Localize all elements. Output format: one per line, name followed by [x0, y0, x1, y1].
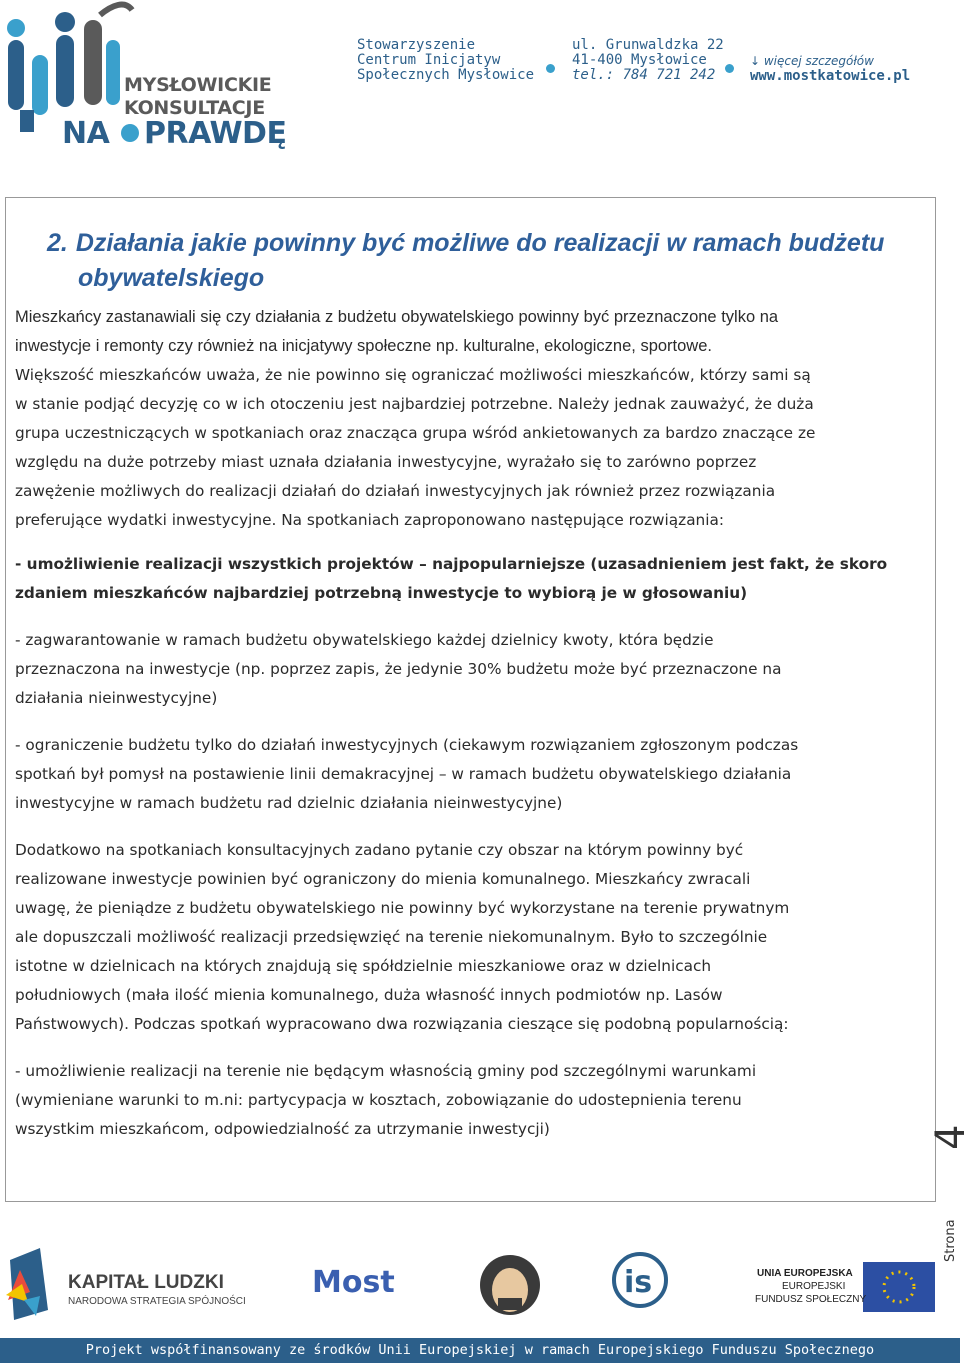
cofinancing-bar: Projekt współfinansowany ze środków Unii Europejskiej w ramach Europejskiego Funduszu Społecznego — [0, 1338, 960, 1363]
header-address-street: ul. Grunwaldzka 22 — [572, 37, 724, 53]
paragraph-line: ale dopuszczali możliwość realizacji przedsięwzięć na terenie niekomunalnym. Było to szczególnie — [15, 928, 768, 946]
paragraph-line: zdaniem mieszkańców najbardziej potrzebną inwestycje to wybiorą je w głosowaniu) — [15, 584, 748, 602]
eu-flag-icon — [863, 1262, 935, 1312]
paragraph-line: Większość mieszkańców uważa, że nie powinno się ograniczać możliwości mieszkańców, którzy sami są — [15, 366, 811, 384]
svg-text:Most: Most — [312, 1265, 395, 1300]
paragraph-line: - zagwarantowanie w ramach budżetu obywatelskiego każdej dzielnicy kwoty, która będzie — [15, 631, 714, 649]
header-org-line: Stowarzyszenie — [357, 37, 476, 53]
paragraph-line: (wymieniane warunki to m.ni: partycypacja w kosztach, zobowiązanie do udostepnienia terenu — [15, 1091, 742, 1109]
person-illustration-icon — [480, 1255, 540, 1315]
paragraph-line: działania nieinwestycyjne) — [15, 689, 218, 707]
more-details-link[interactable]: ↓ więcej szczegółów — [750, 54, 874, 68]
section-heading-line2: obywatelskiego — [78, 264, 265, 292]
website-link[interactable]: www.mostkatowice.pl — [750, 68, 911, 84]
paragraph-line: grupa uczestniczących w spotkaniach oraz znacząca grupa wśród ankietowanych za bardzo znaczące ze — [15, 424, 816, 442]
section-heading — [47, 226, 907, 296]
paragraph-line: względu na duże potrzeby miast uznała działania inwestycyjne, wyrażało się to zarówno poprzez — [15, 453, 757, 471]
logo-dot-icon — [121, 124, 139, 142]
paragraph-line: - umożliwienie realizacji wszystkich projektów – najpopularniejsze (uzasadnieniem jest fakt, że skoro — [15, 555, 888, 573]
paragraph-line: - ograniczenie budżetu tylko do działań inwestycyjnych (ciekawym rozwiązaniem zgłoszonym podczas — [15, 736, 799, 754]
logo-line-myslowickie: MYSŁOWICKIE — [124, 74, 272, 96]
kapital-ludzki-logo-icon — [6, 1248, 48, 1320]
section-number: 2. — [47, 229, 68, 257]
paragraph-line: Dodatkowo na spotkaniach konsultacyjnych zadano pytanie czy obszar na którym powinny być — [15, 841, 744, 859]
paragraph-line: preferujące wydatki inwestycyjne. Na spotkaniach zaproponowano następujące rozwiązania: — [15, 511, 725, 529]
paragraph-line: inwestycyjne w ramach budżetu rad dzielnic działania nieinwestycyjne) — [15, 794, 563, 812]
paragraph-line: - umożliwienie realizacji na terenie nie będącym własnością gminy pod szczególnymi warunkami — [15, 1062, 757, 1080]
paragraph-area-question — [15, 836, 895, 1039]
most-logo-icon — [312, 1265, 395, 1300]
paragraph-line: w stanie podjąć decyzję co w ich otoczeniu jest najbardziej potrzebne. Należy jednak zauważyć, że duża — [15, 395, 814, 413]
logo-line-prawde: PRAWDĘ — [144, 116, 287, 151]
paragraph-option-limit — [15, 731, 895, 818]
kapital-ludzki-title: KAPITAŁ LUDZKI — [68, 1272, 224, 1293]
page-label: Strona — [943, 1219, 958, 1262]
paragraph-line: południowych (mała ilość mienia komunalnego, duża własność innych podmiotów np. Lasów — [15, 986, 723, 1004]
paragraph-option-all-projects — [15, 550, 895, 608]
header-org-line: Społecznych Mysłowice — [357, 67, 535, 83]
kapital-ludzki-subtitle: NARODOWA STRATEGIA SPÓJNOŚCI — [68, 1296, 246, 1307]
logo-line-konsultacje: KONSULTACJE — [124, 97, 265, 119]
svg-text:is: is — [624, 1265, 653, 1300]
eu-label: UNIA EUROPEJSKA — [757, 1268, 853, 1279]
eu-social-fund-label: FUNDUSZ SPOŁECZNY — [755, 1294, 867, 1305]
logo-line-na: NA — [62, 116, 110, 151]
header-separator-dot-icon — [725, 64, 734, 73]
paragraph-line: wszystkim mieszkańcom, odpowiedzialność za utrzymanie inwestycji) — [15, 1120, 550, 1138]
paragraph-option-guarantee — [15, 626, 895, 713]
paragraph-intro — [15, 303, 895, 535]
header-separator-dot-icon — [546, 64, 555, 73]
section-heading-line1: Działania jakie powinny być możliwe do realizacji w ramach budżetu — [75, 229, 885, 257]
paragraph-option-non-municipal — [15, 1057, 895, 1144]
paragraph-line: realizowane inwestycje powinien być ograniczony do mienia komunalnego. Mieszkańcy zwracali — [15, 870, 751, 888]
paragraph-line: przeznaczona na inwestycje (np. poprzez zapis, że jedynie 30% budżetu może być przeznaczone na — [15, 660, 782, 678]
paragraph-line: uwagę, że pieniądze z budżetu obywatelskiego nie powinny być wykorzystane na terenie prywatnym — [15, 899, 790, 917]
paragraph-line: zawężenie możliwych do realizacji działań do działań inwestycyjnych jak również przez rozwiązania — [15, 482, 776, 500]
header-address-phone: tel.: 784 721 242 — [572, 67, 716, 83]
header-organization — [357, 38, 534, 83]
paragraph-line: spotkań był pomysł na postawienie linii demakracyjnej – w ramach budżetu obywatelskiego działania — [15, 765, 792, 783]
header-org-line: Centrum Inicjatyw — [357, 52, 501, 68]
page-number: 4 — [928, 1124, 974, 1150]
paragraph-line: Państwowych). Podczas spotkań wypracowano dwa rozwiązania cieszące się podobną popularnością: — [15, 1015, 789, 1033]
eu-fund-label: EUROPEJSKI — [782, 1281, 846, 1292]
header-address-city: 41-400 Mysłowice — [572, 52, 707, 68]
paragraph-line: istotne w dzielnicach na których znajdują się spółdzielnie mieszkaniowe oraz w dzielnicach — [15, 957, 712, 975]
header-address — [572, 38, 724, 83]
paragraph-line: inwestycje i remonty czy również na inicjatywy społeczne np. kulturalne, ekologiczne, sportowe. — [15, 337, 712, 355]
cis-logo-icon — [614, 1254, 666, 1306]
paragraph-line: Mieszkańcy zastanawiali się czy działania z budżetu obywatelskiego powinny być przeznaczone tylko na — [15, 308, 779, 326]
